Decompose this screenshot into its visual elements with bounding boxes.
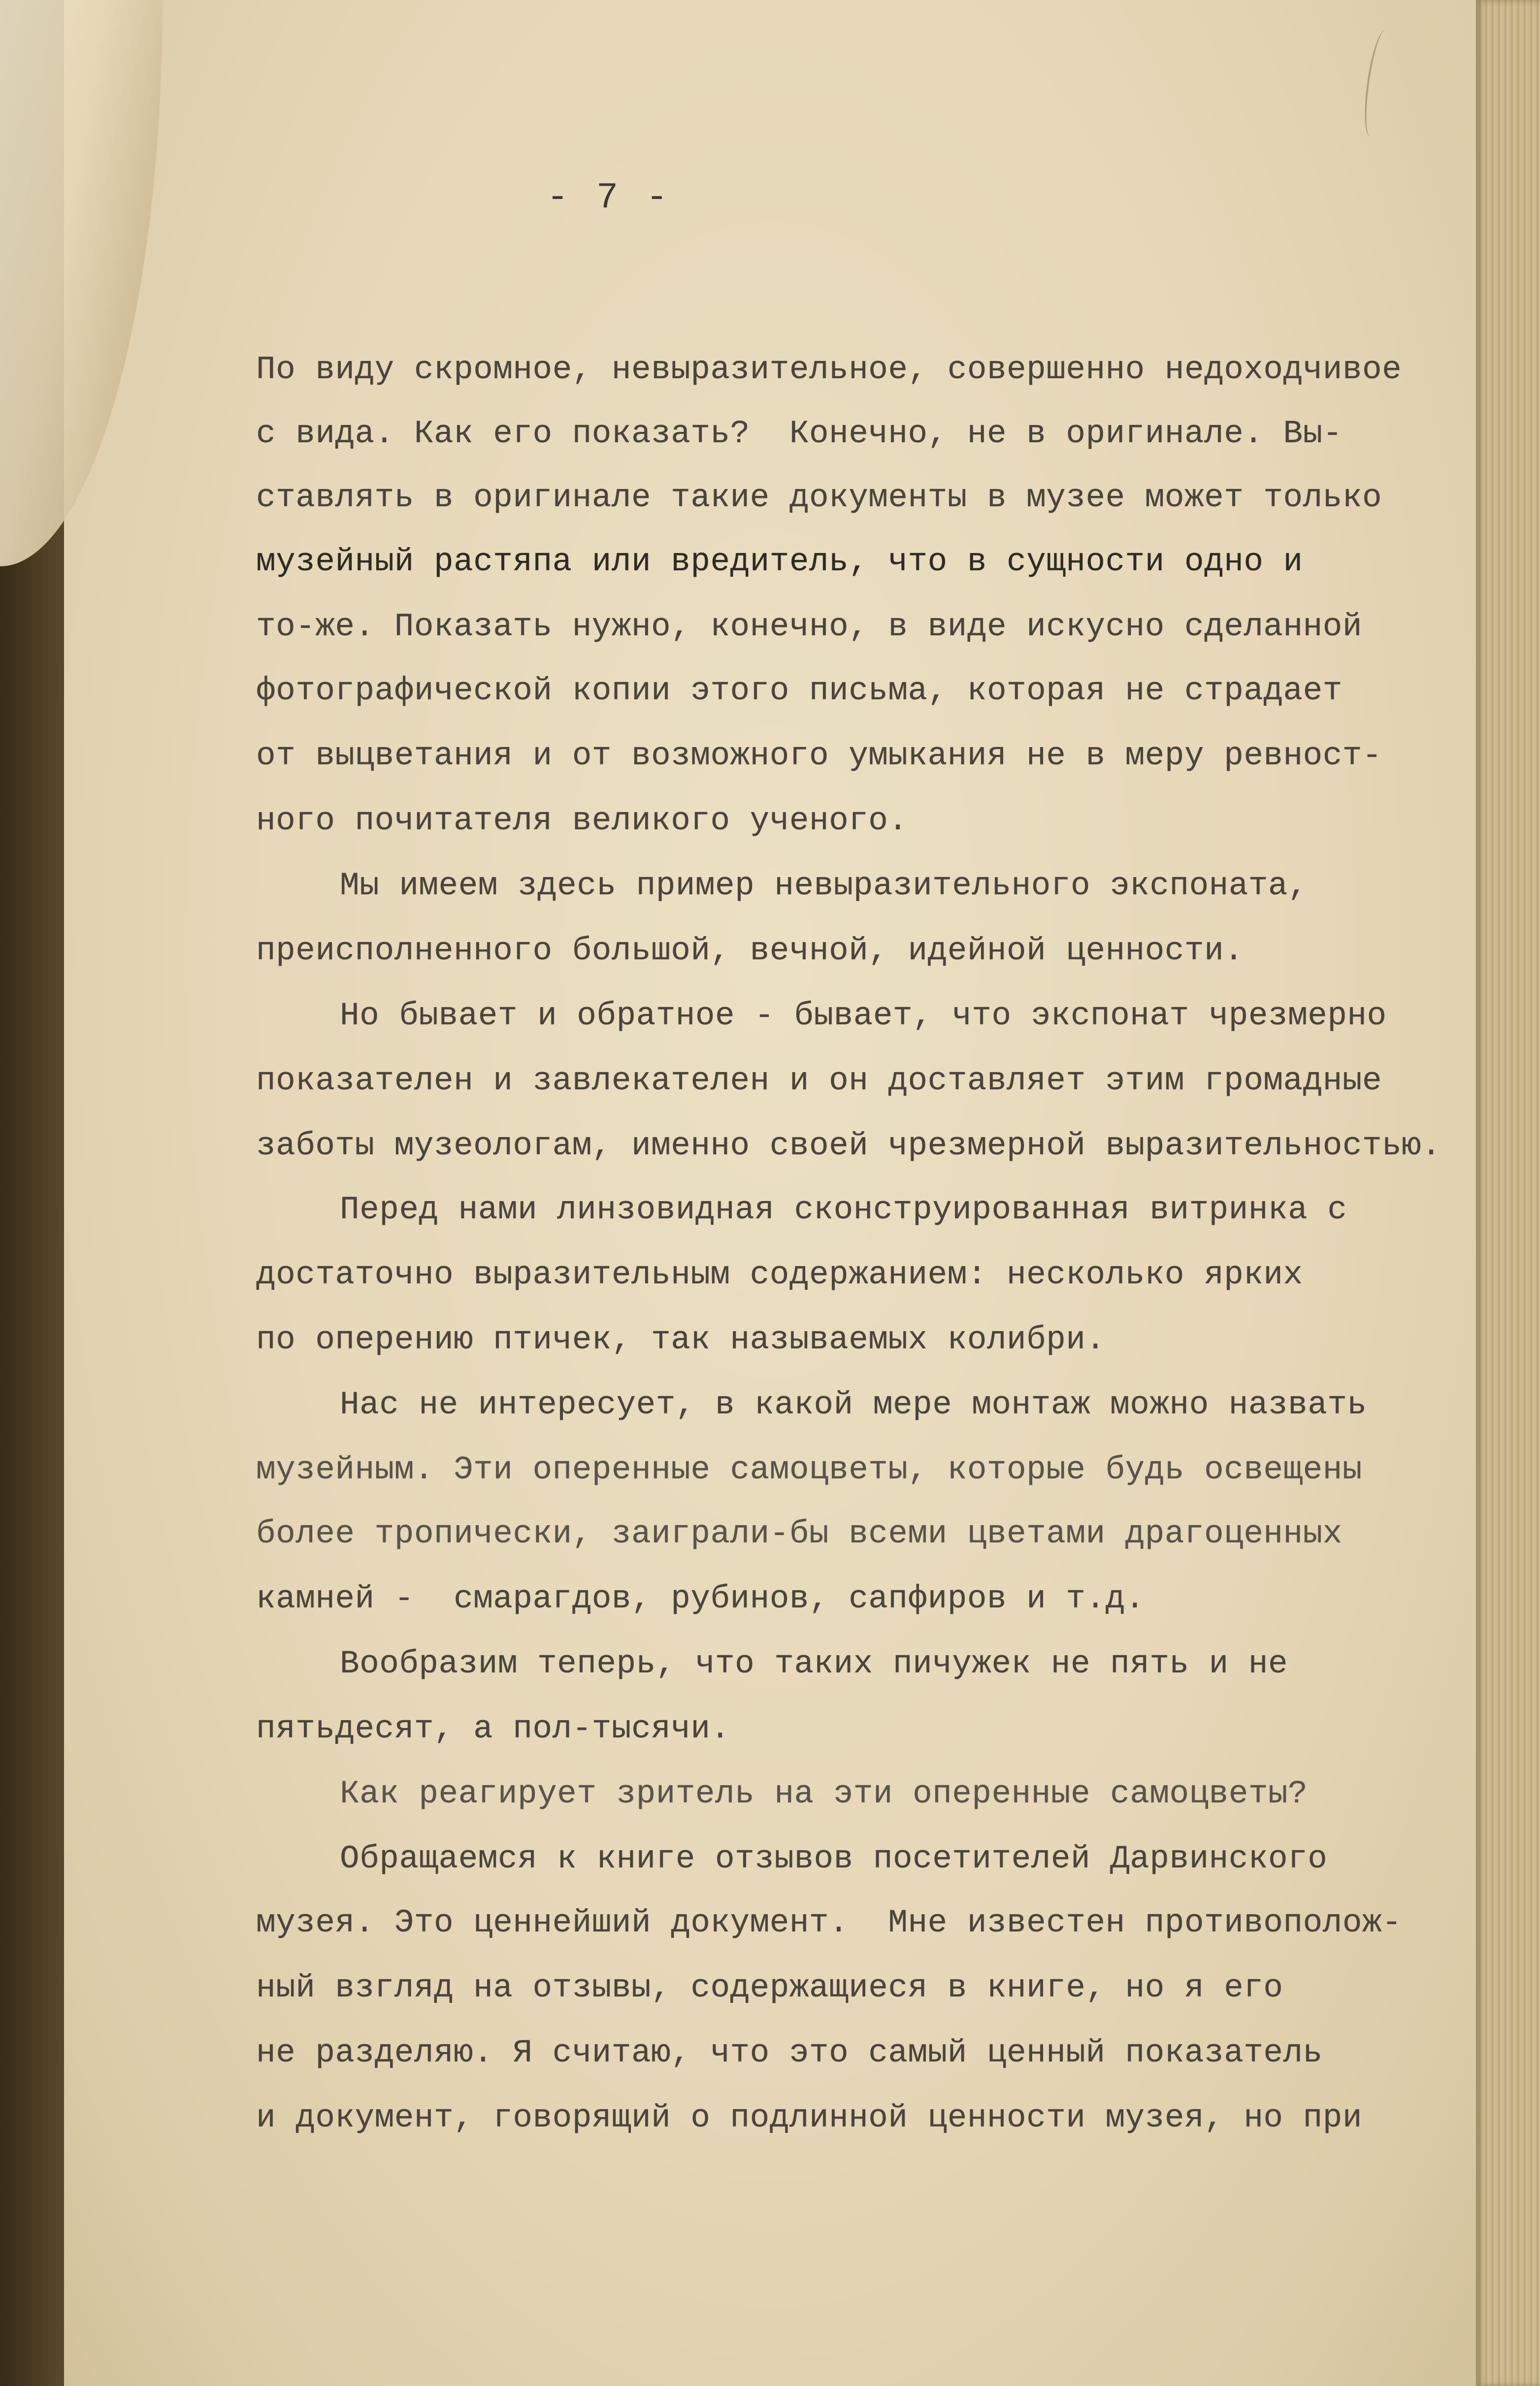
text-line: от выцветания и от возможного умыкания не в меру ревност- [256, 737, 1382, 774]
text-line: достаточно выразительным содержанием: несколько ярких [256, 1256, 1303, 1293]
text-line: не разделяю. Я считаю, что это самый ценный показатель [256, 2034, 1323, 2071]
text-line: Обращаемся к книге отзывов посетителей Дарвинского [340, 1840, 1328, 1877]
text-line: более тропически, заиграли-бы всеми цветами драгоценных [256, 1515, 1343, 1552]
text-line: и документ, говорящий о подлинной ценности музея, но при [256, 2099, 1362, 2136]
text-line: преисполненного большой, вечной, идейной ценности. [256, 932, 1244, 969]
text-line: с вида. Как его показать? Конечно, не в оригинале. Вы- [256, 415, 1343, 452]
text-line: по оперению птичек, так называемых колибри. [256, 1321, 1106, 1358]
text-line: фотографической копии этого письма, которая не страдает [256, 672, 1343, 709]
text-line: показателен и завлекателен и он доставляет этим громадные [256, 1062, 1382, 1099]
text-line: Но бывает и обратное - бывает, что экспонат чрезмерно [340, 997, 1387, 1034]
text-line: Мы имеем здесь пример невыразительного экспоната, [340, 867, 1308, 904]
text-line: музея. Это ценнейший документ. Мне известен противополож- [256, 1904, 1402, 1941]
text-line: Перед нами линзовидная сконструированная витринка с [340, 1191, 1347, 1228]
text-line: ного почитателя великого ученого. [256, 802, 908, 839]
text-line: музейный растяпа или вредитель, что в сущности одно и [256, 543, 1303, 580]
text-line: музейным. Эти оперенные самоцветы, которые будь освещены [256, 1451, 1362, 1488]
text-line: пятьдесят, а пол-тысячи. [256, 1710, 730, 1747]
text-line: заботы музеологам, именно своей чрезмерной выразительностью. [256, 1127, 1442, 1164]
text-line: ставлять в оригинале такие документы в музее может только [256, 479, 1382, 516]
text-line: Как реагирует зритель на эти оперенные самоцветы? [340, 1775, 1308, 1812]
text-line: Вообразим теперь, что таких пичужек не пять и не [340, 1645, 1288, 1682]
text-line: камней - смарагдов, рубинов, сапфиров и т.д. [256, 1580, 1145, 1617]
text-line: то-же. Показать нужно, конечно, в виде искусно сделанной [256, 608, 1362, 645]
page-number: - 7 - [547, 177, 671, 219]
text-line: ный взгляд на отзывы, содержащиеся в книге, но я его [256, 1969, 1283, 2006]
text-line: По виду скромное, невыразительное, совершенно недоходчивое [256, 351, 1402, 388]
text-line: Нас не интересует, в какой мере монтаж можно назвать [340, 1386, 1367, 1423]
